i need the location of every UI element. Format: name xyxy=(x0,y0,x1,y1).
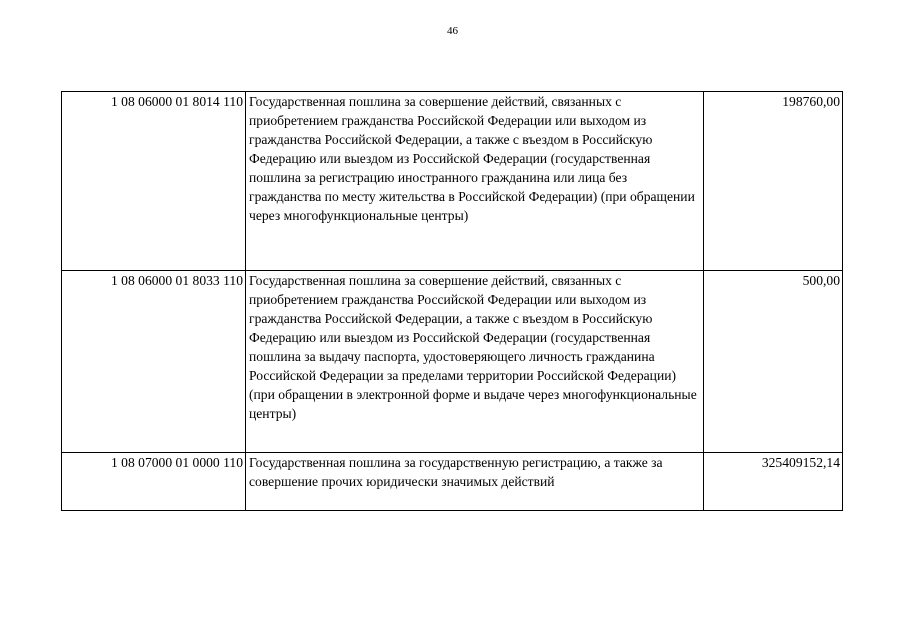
budget-code-cell: 1 08 06000 01 8014 110 xyxy=(62,92,246,271)
table-row xyxy=(62,92,843,271)
amount-cell: 198760,00 xyxy=(704,92,843,271)
budget-code-cell: 1 08 06000 01 8033 110 xyxy=(62,271,246,453)
description-cell: Государственная пошлина за совершение действий, связанных с приобретением гражданства Российской Федерации или выходом из гражданства Российской Федерации, а также с въездом в Российскую Федерацию или выездом из Российской Федерации (государственная пошлина за выдачу паспорта, удостоверяющего личность гражданина Российской Федерации за пределами территории Российской Федерации) (при обращении в электронной форме и выдаче через многофункциональные центры) xyxy=(246,271,704,453)
page-number: 46 xyxy=(447,25,458,37)
budget-table xyxy=(61,91,843,511)
budget-code-cell: 1 08 07000 01 0000 110 xyxy=(62,453,246,511)
table-row xyxy=(62,271,843,453)
table-row xyxy=(62,453,843,511)
amount-cell: 325409152,14 xyxy=(704,453,843,511)
amount-cell: 500,00 xyxy=(704,271,843,453)
description-cell: Государственная пошлина за совершение действий, связанных с приобретением гражданства Российской Федерации или выходом из гражданства Российской Федерации, а также с въездом в Российскую Федерацию или выездом из Российской Федерации (государственная пошлина за регистрацию иностранного гражданина или лица без гражданства по месту жительства в Российской Федерации) (при обращении через многофункциональные центры) xyxy=(246,92,704,271)
description-cell: Государственная пошлина за государственную регистрацию, а также за совершение прочих юридически значимых действий xyxy=(246,453,704,511)
